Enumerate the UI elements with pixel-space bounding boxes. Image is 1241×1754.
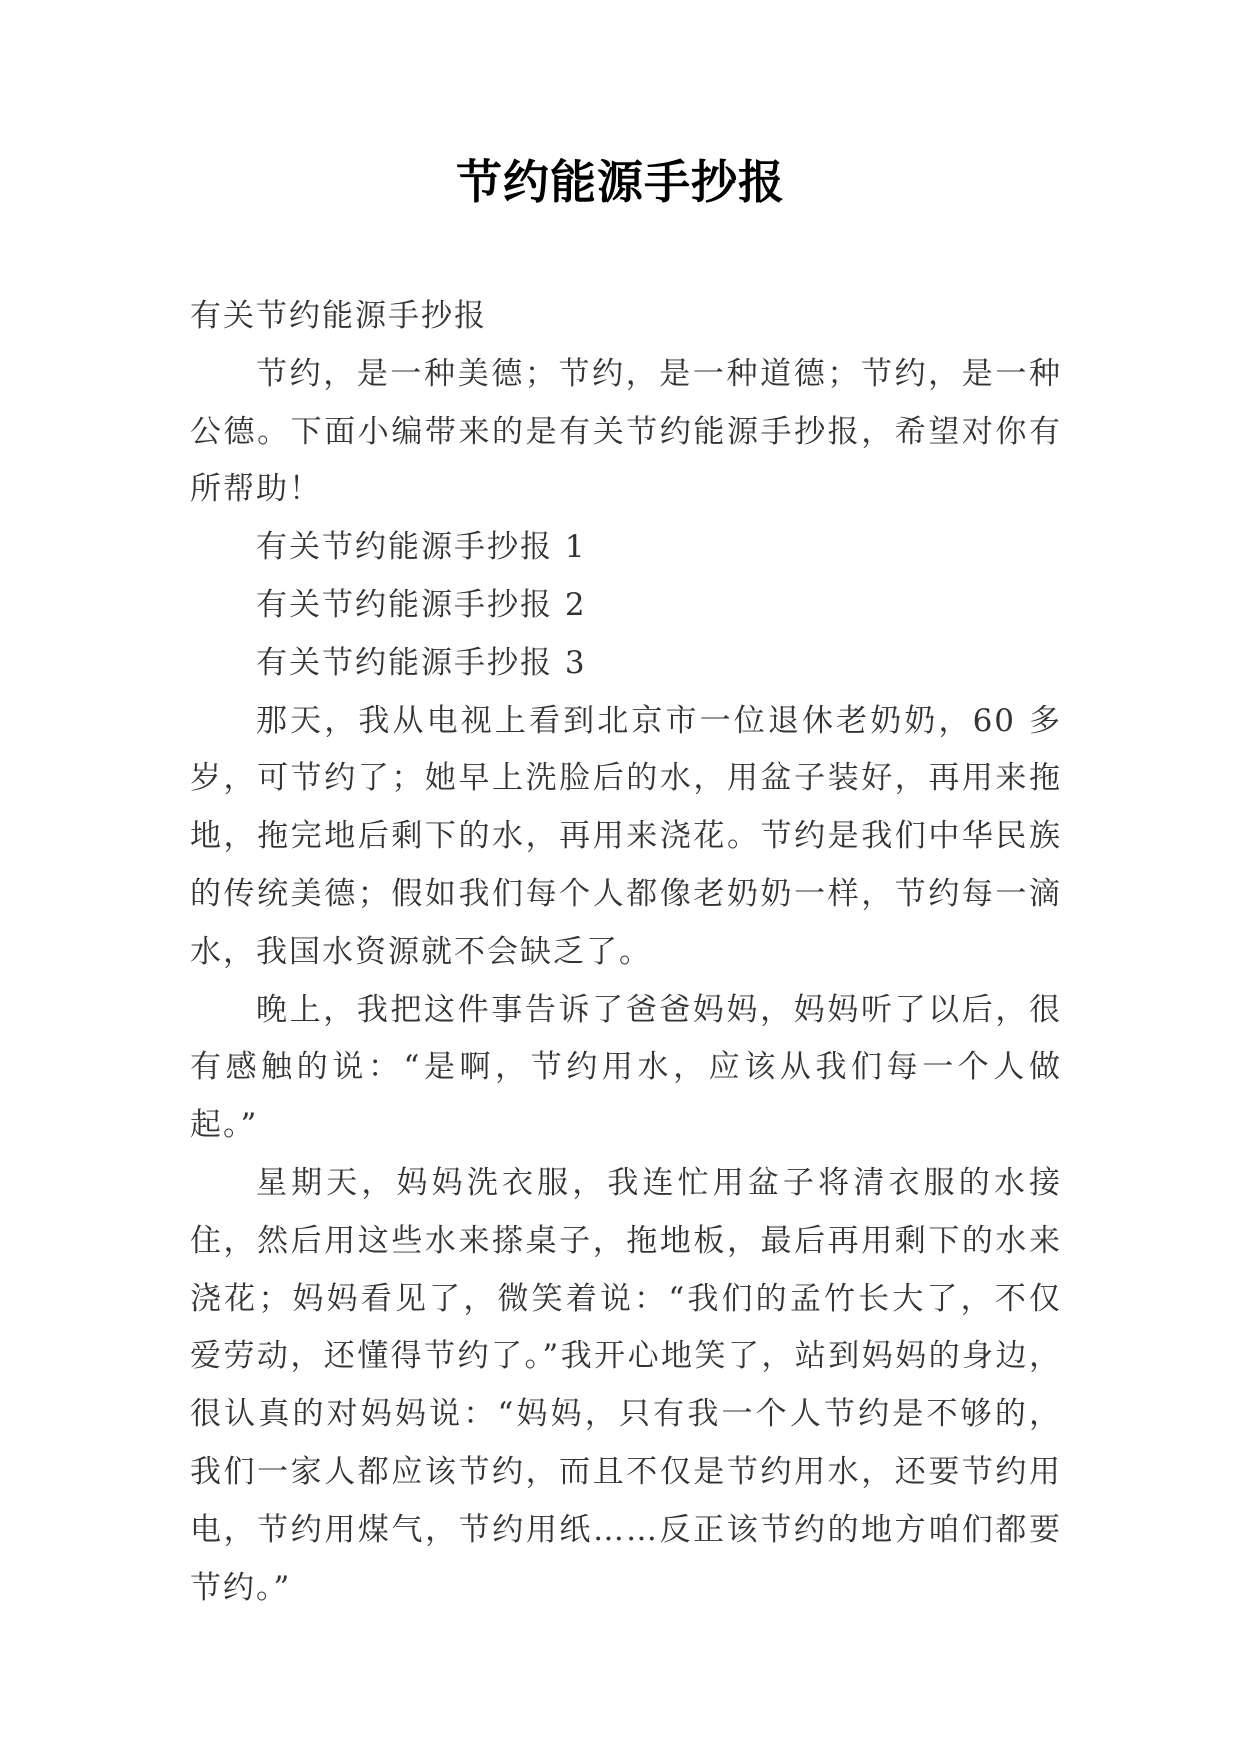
body-paragraph: 那天，我从电视上看到北京市一位退休老奶奶，60 多岁，可节约了；她早上洗脸后的水，用盆子装好，再用来拖地，拖完地后剩下的水，再用来浇花。节约是我们中华民族的传统美德；假如我们每个人都像老奶奶一样，节约每一滴水，我国水资源就不会缺乏了。 bbox=[190, 702, 1062, 970]
subtitle-paragraph: 有关节约能源手抄报 bbox=[190, 298, 487, 334]
document-body bbox=[190, 288, 1062, 1617]
section-heading-1: 有关节约能源手抄报 1 bbox=[256, 529, 587, 566]
intro-paragraph: 节约，是一种美德；节约，是一种道德；节约，是一种公德。下面小编带来的是有关节约能源手抄报，希望对你有所帮助！ bbox=[190, 355, 1062, 508]
body-paragraph: 星期天，妈妈洗衣服，我连忙用盆子将清衣服的水接住，然后用这些水来搽桌子，拖地板，最后再用剩下的水来浇花；妈妈看见了，微笑着说：“我们的孟竹长大了，不仅爱劳动，还懂得节约了。”我开心地笑了，站到妈妈的身边，很认真的对妈妈说：“妈妈，只有我一个人节约是不够的，我们一家人都应该节约，而且不仅是节约用水，还要节约用电，节约用煤气，节约用纸……反正该节约的地方咱们都要节约。” bbox=[190, 1164, 1062, 1606]
document-title: 节约能源手抄报 bbox=[456, 155, 785, 209]
body-paragraph: 晚上，我把这件事告诉了爸爸妈妈，妈妈听了以后，很有感触的说：“是啊，节约用水，应该从我们每一个人做起。” bbox=[190, 991, 1062, 1144]
section-heading-3: 有关节约能源手抄报 3 bbox=[256, 644, 587, 681]
section-heading-2: 有关节约能源手抄报 2 bbox=[256, 586, 587, 623]
